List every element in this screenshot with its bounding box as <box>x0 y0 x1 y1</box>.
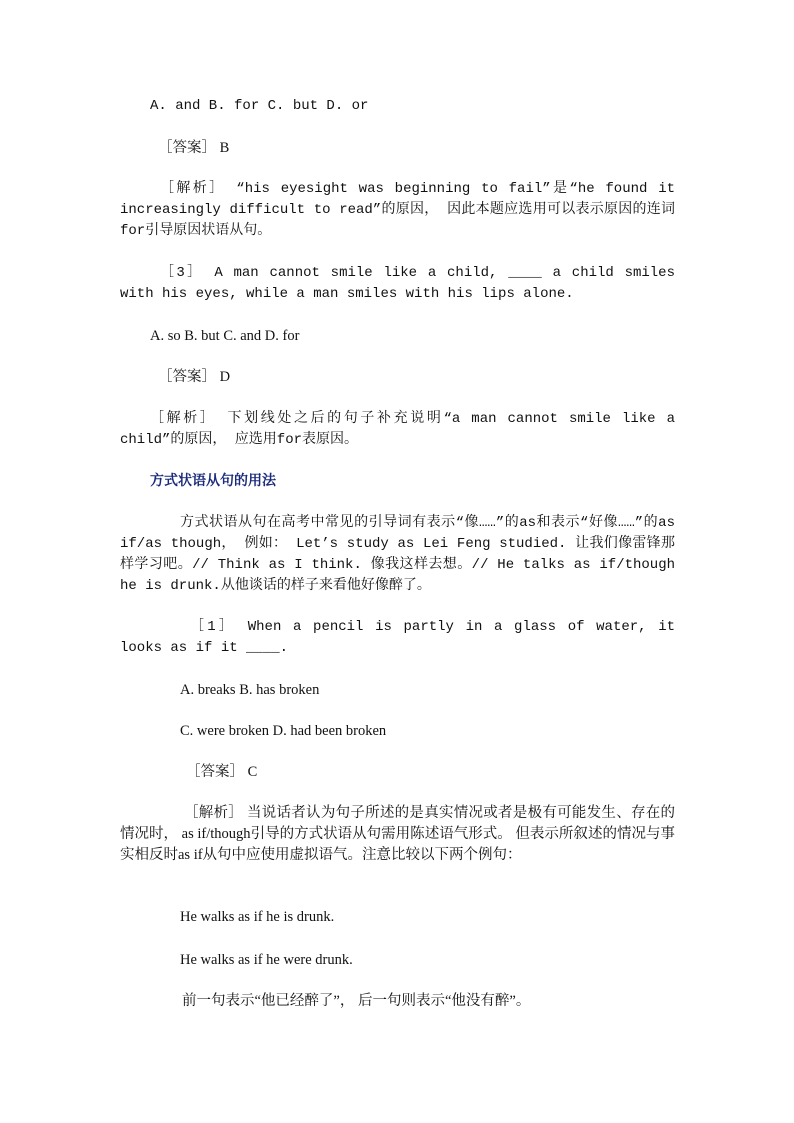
options-line: A. breaks B. has broken <box>180 682 320 698</box>
options-line: C. were broken D. had been broken <box>180 723 387 739</box>
answer-line: ［答案］ B <box>158 140 230 156</box>
analysis-paragraph: ［解析］ “his eyesight was beginning to fail”是“he found it increasingly difficult to read”的原因， 因此本题应选用可以表示原因的连词for引导原因状语从句。 <box>120 181 675 239</box>
answer-line: ［答案］ D <box>158 369 231 385</box>
question-3: ［3］ A man cannot smile like a child, ____ a child smiles with his eyes, while a man smiles with his lips alone. <box>120 265 675 302</box>
options-line: A. and B. for C. but D. or <box>150 98 369 114</box>
example-sentence: He walks as if he is drunk. <box>180 909 335 925</box>
note-line: 前一句表示“他已经醉了”， 后一句则表示“他没有醉”。 <box>182 993 531 1009</box>
question-1: ［1］ When a pencil is partly in a glass of water, it looks as if it ____. <box>120 619 675 656</box>
intro-paragraph: 方式状语从句在高考中常见的引导词有表示“像……”的as和表示“好像……”的as if/as though， 例如： Let’s study as Lei Feng studied. 让我们像雷锋那样学习吧。// Think as I think. 像我这样去想。// He talks as if/though he is drunk.从他谈话的样子来看他好像醉了。 <box>120 515 675 594</box>
example-sentence: He walks as if he were drunk. <box>180 952 353 968</box>
analysis-paragraph: ［解析］ 当说话者认为句子所述的是真实情况或者是极有可能发生、存在的情况时， as if/though引导的方式状语从句需用陈述语气形式。 但表示所叙述的情况与事实相反时as if从句中应使用虚拟语气。注意比较以下两个例句： <box>120 805 675 863</box>
answer-line: ［答案］ C <box>186 764 258 780</box>
section-heading: 方式状语从句的用法 <box>150 473 276 489</box>
analysis-paragraph: ［解析］ 下划线处之后的句子补充说明“a man cannot smile like a child”的原因， 应选用for表原因。 <box>120 411 675 448</box>
options-line: A. so B. but C. and D. for <box>150 328 300 344</box>
